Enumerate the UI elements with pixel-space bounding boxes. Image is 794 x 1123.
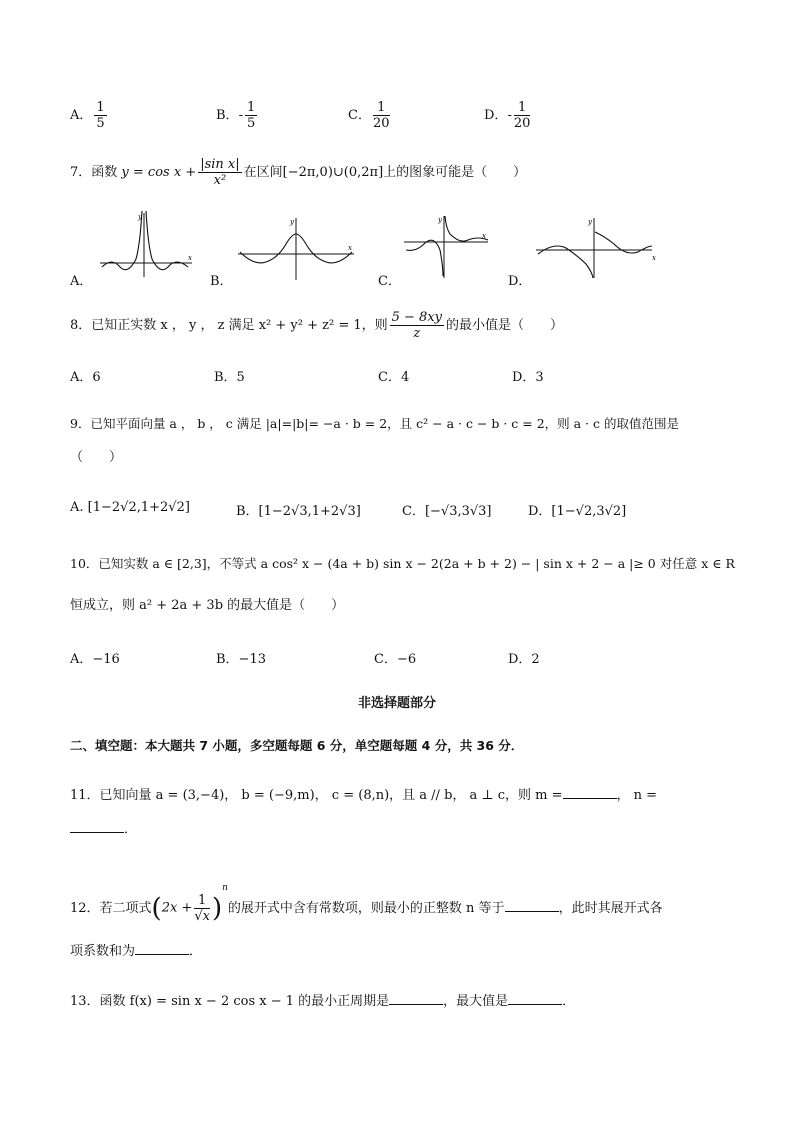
question-9-line1: 9．已知平面向量 a ， b ， c 满足 |a|=|b|= −a · b = 2，且 c² − a · c − b · c = 2，则 a · c 的取值范围是 (70, 416, 679, 431)
question-7: 7．函数 y = cos x + $\frac{\text{|sin x|}}{\text{x²}}$ 在区间[−2π,0)∪(0,2π]上的图象可能是（ ） (70, 157, 527, 188)
fraction: $\frac{1}{5}$ (96, 100, 105, 131)
q8-option-d: D．3 (512, 370, 544, 385)
question-11: 11．已知向量 a = (3,−4)， b = (−9,m)， c = (8,n)，且 a // b， a ⊥ c，则 m = ， n = (70, 788, 658, 803)
svg-text:y: y (588, 218, 592, 226)
answer-blank-m[interactable] (563, 786, 617, 799)
fraction: $\frac{\text{|sin x|}}{\text{x²}}$ (200, 157, 240, 188)
q9-option-b: B．[1−2√3,1+2√3] (236, 504, 361, 519)
question-11-line2: ． (70, 820, 137, 840)
svg-text:x: x (482, 232, 486, 240)
fraction: $\frac{1}{20}$ (372, 100, 390, 131)
graph-label-b: B． (210, 274, 233, 289)
graph-label-c: C． (378, 274, 401, 289)
fraction: $\frac{5 - 8xy}{z}$ (391, 310, 442, 341)
svg-text:x: x (348, 244, 352, 252)
graph-b (236, 212, 356, 282)
answer-blank-n[interactable] (70, 820, 124, 833)
answer-blank-period[interactable] (389, 992, 443, 1005)
graph-label-d: D． (508, 274, 532, 289)
part2-title: 二、填空题：本大题共 7 小题，多空题每题 6 分，单空题每题 4 分，共 36 分． (70, 738, 524, 753)
q6-option-a: A． $\frac{1}{5}$ (70, 100, 105, 131)
svg-text:y: y (438, 216, 442, 224)
question-10-line1: 10．已知实数 a ∈ [2,3]，不等式 a cos² x − (4a + b) sin x − 2(2a + b + 2) − | sin x + 2 − a |≥ 0 对任意 x ∈ R (70, 556, 735, 571)
graph-d (534, 212, 660, 282)
answer-blank-max[interactable] (508, 992, 562, 1005)
q10-option-c: C．−6 (374, 652, 417, 667)
graph-label-a: A． (70, 274, 93, 289)
question-12: 12．若二项式(2x + $\frac{1}{√x}$ )$^n$的展开式中含有常数项，则最小的正整数 n 等于 ，此时其展开式各 (70, 883, 663, 924)
question-12-line2: 项系数和为 ． (70, 944, 203, 959)
q8-option-c: C．4 (378, 370, 410, 385)
q8-option-b: B．5 (214, 370, 245, 385)
fraction: $\frac{1}{20}$ (513, 100, 531, 131)
question-9-line2: （ ） (70, 450, 123, 465)
question-10-line2: 恒成立，则 a² + 2a + 3b 的最大值是（ ） (70, 598, 345, 613)
question-8: 8．已知正实数 x ， y ， z 满足 x² + y² + z² = 1，则 $\frac{5 - 8xy}{z}$ 的最小值是（ ） (70, 310, 564, 341)
q9-option-c: C．[−√3,3√3] (402, 504, 492, 519)
fraction: $\frac{1}{√x}$ (194, 893, 210, 924)
q10-option-d: D．2 (508, 652, 540, 667)
svg-text:y: y (290, 218, 294, 226)
section-title: 非选择题部分 (357, 696, 436, 711)
q6-option-c: C． $\frac{1}{20}$ (348, 100, 390, 131)
q10-option-a: A．−16 (70, 652, 120, 667)
graph-a (98, 205, 194, 280)
fraction: $\frac{1}{5}$ (246, 100, 256, 131)
svg-text:x: x (652, 254, 656, 262)
question-13: 13．函数 f(x) = sin x − 2 cos x − 1 的最小正周期是 ，最大值是 ． (70, 994, 576, 1009)
svg-text:x: x (188, 254, 192, 262)
q6-option-d: D．- $\frac{1}{20}$ (484, 100, 531, 131)
answer-blank-sum[interactable] (135, 942, 189, 955)
svg-text:y: y (138, 213, 142, 221)
q9-option-a: A. [1−2√2,1+2√2] (70, 500, 190, 515)
q10-option-b: B．−13 (216, 652, 266, 667)
graph-c (402, 210, 494, 280)
q9-option-d: D．[1−√2,3√2] (528, 504, 627, 519)
answer-blank-n[interactable] (505, 899, 559, 912)
q6-option-b: B．- $\frac{1}{5}$ (216, 100, 256, 131)
q8-option-a: A．6 (70, 370, 101, 385)
